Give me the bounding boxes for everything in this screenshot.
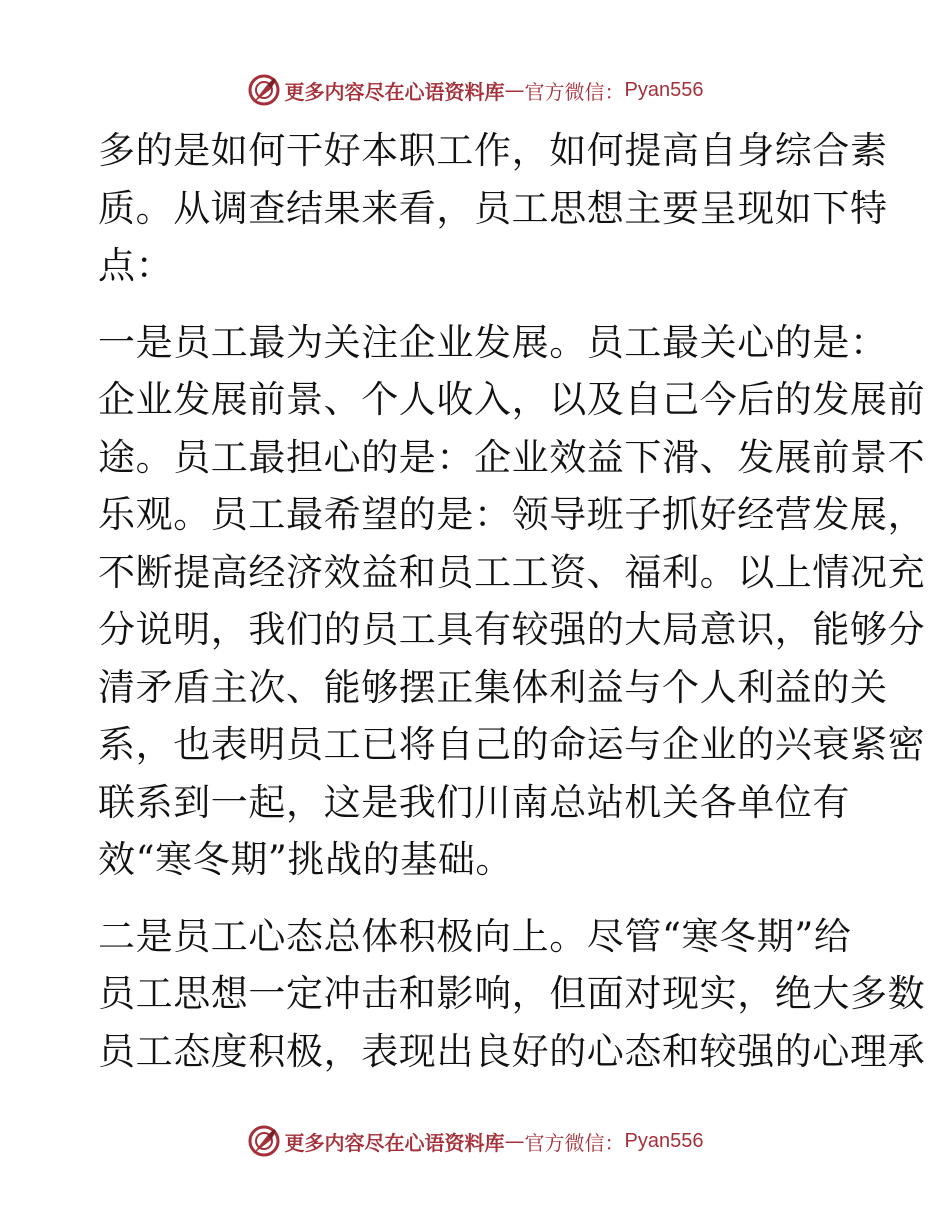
paragraph-gap (98, 889, 858, 908)
text-line: 二是员工心态总体积极向上。尽管“寒冬期”给 (98, 914, 852, 958)
text-line: 效“寒冬期”挑战的基础。 (98, 838, 514, 881)
text-line: 多的是如何干好本职工作，如何提高自身综合素 (98, 129, 888, 172)
text-line: 一是员工最为关注企业发展。员工最关心的是： (98, 320, 888, 364)
text-line: 点： (98, 244, 174, 287)
footer-wechat-id: Pyan556 (624, 1129, 704, 1152)
footer-main-text: 更多内容尽在心语资料库 (284, 1130, 505, 1155)
text-line: 员工思想一定冲击和影响，但面对现实，绝大多数 (98, 972, 926, 1015)
header-main-text: 更多内容尽在心语资料库 (284, 79, 505, 104)
document-body (98, 122, 926, 1080)
pen-logo-icon (247, 1124, 281, 1158)
footer-sub-text: 官方微信： (524, 1130, 625, 1155)
text-line: 不断提高经济效益和员工工资、福利。以上情况充 (98, 550, 926, 594)
text-line: 质。从调查结果来看，员工思想主要呈现如下特 (98, 186, 888, 230)
text-line: 清矛盾主次、能够摆正集体利益与个人利益的关 (98, 665, 888, 709)
footer-dash: — (504, 1129, 525, 1153)
paragraph-gap (98, 295, 858, 314)
text-line: 联系到一起，这是我们川南总站机关各单位有 (98, 780, 850, 824)
text-line: 员工态度积极，表现出良好的心态和较强的心理承 (98, 1029, 926, 1073)
footer-banner (0, 1123, 950, 1159)
intro-paragraph (98, 122, 888, 295)
text-line: 分说明，我们的员工具有较强的大局意识，能够分 (98, 608, 926, 651)
pen-logo-icon (247, 73, 281, 107)
section-2-paragraph (98, 908, 926, 1081)
text-line: 企业发展前景、个人收入，以及自己今后的发展前 (98, 378, 926, 421)
text-line: 途。员工最担心的是：企业效益下滑、发展前景不 (98, 435, 926, 479)
header-banner (0, 72, 950, 108)
header-wechat-id: Pyan556 (624, 78, 704, 101)
text-line: 系，也表明员工已将自己的命运与企业的兴衰紧密 (98, 723, 926, 766)
section-1-paragraph (98, 314, 926, 889)
header-sub-text: 官方微信： (524, 79, 625, 104)
header-dash: — (504, 78, 525, 102)
text-line: 乐观。员工最希望的是：领导班子抓好经营发展， (98, 493, 926, 536)
